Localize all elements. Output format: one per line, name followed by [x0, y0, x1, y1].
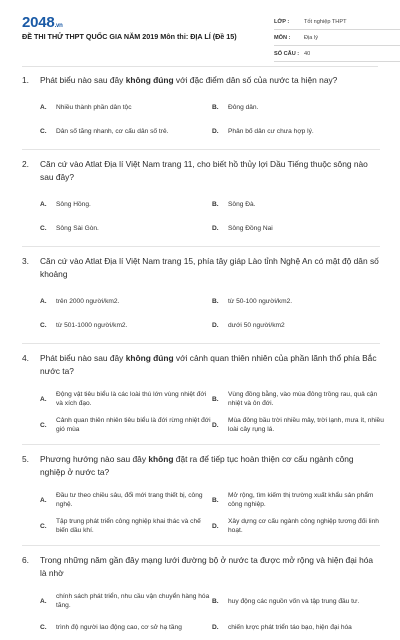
option-text: trình độ người lao động cao, cơ sở hạ tầng: [56, 623, 182, 631]
option-letter: A.: [40, 200, 47, 208]
question-divider: [22, 246, 380, 247]
option-text: huy động các nguồn vốn và tập trung đầu tư.: [228, 597, 360, 605]
question-stem: [22, 453, 380, 479]
option-letter: D.: [212, 321, 219, 329]
question-stem: [22, 255, 380, 281]
site-logo[interactable]: [22, 14, 63, 31]
question-divider: [22, 343, 380, 344]
option-text: Mở rộng, tìm kiếm thị trường xuất khẩu sản phẩm công nghiệp.: [228, 492, 374, 508]
question-4: [22, 352, 384, 445]
option-text: Động vật tiêu biểu là các loài thú lớn vùng nhiệt đới và xích đạo.: [56, 391, 207, 407]
option-text: Mùa đông bầu trời nhiều mây, trời lạnh, mưa ít, nhiều loài cây rụng lá.: [228, 417, 384, 433]
option-text: Vùng đồng bằng, vào mùa đông trồng rau, quả cận nhiệt và ôn đới.: [228, 391, 378, 407]
question-stem: [22, 352, 380, 378]
question-stem: [22, 74, 380, 87]
answer-option-b[interactable]: [212, 289, 384, 313]
answer-option-d[interactable]: [212, 412, 384, 438]
option-text: Xây dựng cơ cấu ngành công nghiệp tương đối linh hoạt.: [228, 518, 379, 534]
option-letter: B.: [212, 597, 219, 605]
question-1: [22, 74, 380, 150]
option-letter: A.: [40, 496, 47, 504]
exam-header: [22, 0, 378, 62]
question-number: 5.: [22, 454, 29, 464]
answer-options: [22, 192, 380, 240]
option-letter: A.: [40, 597, 47, 605]
option-letter: D.: [212, 623, 219, 631]
option-letter: B.: [212, 496, 219, 504]
meta-value: Tốt nghiệp THPT: [304, 18, 347, 25]
answer-option-a[interactable]: [40, 487, 212, 513]
option-text: từ 50-100 người/km2.: [228, 297, 293, 305]
question-text-emphasis: không đúng: [125, 353, 174, 363]
question-divider: [22, 149, 380, 150]
option-letter: D.: [212, 522, 219, 530]
answer-option-c[interactable]: [40, 513, 212, 539]
answer-options: [22, 289, 380, 337]
answer-option-a[interactable]: [40, 289, 212, 313]
meta-value: Địa lý: [304, 34, 318, 41]
question-stem: [22, 554, 380, 580]
answer-options: [22, 386, 384, 438]
answer-option-a[interactable]: [40, 192, 212, 216]
answer-option-b[interactable]: [212, 588, 384, 614]
answer-option-c[interactable]: [40, 313, 212, 337]
option-letter: B.: [212, 297, 219, 305]
meta-key: SỐ CÂU :: [274, 50, 300, 57]
option-letter: C.: [40, 522, 47, 530]
answer-option-d[interactable]: [212, 216, 384, 240]
option-text: Tập trung phát triển công nghiệp khai thác và chế biến dầu khí.: [56, 518, 201, 534]
answer-option-b[interactable]: [212, 192, 384, 216]
question-list: [22, 74, 384, 640]
option-letter: A.: [40, 297, 47, 305]
option-letter: B.: [212, 200, 219, 208]
option-letter: C.: [40, 321, 47, 329]
question-number: 1.: [22, 75, 29, 85]
question-text-post: với đặc điểm dân số của nước ta hiện nay?: [173, 75, 338, 85]
option-text: Cảnh quan thiên nhiên tiêu biểu là đới rừng nhiệt đới gió mùa: [56, 417, 211, 433]
question-divider: [22, 545, 380, 546]
option-text: Đầu tư theo chiều sâu, đổi mới trang thiết bị, công nghệ.: [56, 492, 203, 508]
question-text-emphasis: không đúng: [125, 75, 174, 85]
question-text: [40, 554, 380, 580]
question-number: 2.: [22, 159, 29, 169]
option-text: Sông Sài Gòn.: [56, 224, 99, 232]
option-letter: D.: [212, 127, 219, 135]
option-letter: A.: [40, 395, 47, 403]
question-text-emphasis: không: [148, 454, 174, 464]
meta-key: MÔN :: [274, 34, 291, 41]
option-text: Đông dân.: [228, 103, 259, 111]
answer-option-c[interactable]: [40, 119, 212, 143]
answer-option-c[interactable]: [40, 614, 212, 640]
header-divider: [22, 66, 378, 67]
answer-options: [22, 487, 380, 539]
answer-options: [22, 95, 380, 143]
question-divider: [22, 444, 380, 445]
question-text: [40, 453, 380, 479]
option-text: Sông Hồng.: [56, 200, 91, 208]
question-number: 4.: [22, 353, 29, 363]
question-text: [40, 158, 380, 184]
exam-title: ĐỀ THI THỬ THPT QUỐC GIA NĂM 2019 Môn thi: ĐỊA LÍ (Đề 15): [22, 32, 237, 41]
answer-option-d[interactable]: [212, 313, 384, 337]
question-text-pre: Phương hướng nào sau đây: [40, 454, 149, 464]
logo-brand: 2048: [22, 14, 55, 31]
answer-option-a[interactable]: [40, 588, 212, 614]
option-letter: C.: [40, 623, 47, 631]
option-text: dưới 50 người/km2: [228, 321, 285, 329]
question-text: [40, 255, 380, 281]
option-text: Sông Đà.: [228, 200, 256, 208]
option-text: Phân bố dân cư chưa hợp lý.: [228, 127, 314, 135]
question-3: [22, 255, 380, 344]
meta-row-subject: [274, 30, 400, 46]
answer-option-a[interactable]: [40, 386, 212, 412]
question-text-pre: Căn cứ vào Atlat Địa lí Việt Nam trang 15, phía tây giáp Lào tỉnh Nghệ An có mật độ dân số khoảng: [40, 256, 379, 279]
question-text-pre: Phát biểu nào sau đây: [40, 353, 126, 363]
option-letter: C.: [40, 421, 47, 429]
question-5: [22, 453, 380, 546]
option-text: Nhiều thành phần dân tộc: [56, 103, 132, 111]
option-text: Dân số tăng nhanh, cơ cấu dân số trẻ.: [56, 127, 169, 135]
option-text: chiến lược phát triển táo bạo, hiện đại hóa: [228, 623, 352, 631]
answer-option-c[interactable]: [40, 216, 212, 240]
answer-option-d[interactable]: [212, 119, 384, 143]
question-text-post: đặt ra để tiếp tục hoàn thiện cơ cấu ngành công nghiệp ở nước ta?: [40, 454, 354, 477]
option-letter: D.: [212, 224, 219, 232]
meta-row-count: [274, 46, 400, 62]
answer-option-d[interactable]: [212, 614, 384, 640]
question-2: [22, 158, 380, 247]
answer-option-d[interactable]: [212, 513, 384, 539]
option-text: từ 501-1000 người/km2.: [56, 321, 128, 329]
option-letter: B.: [212, 103, 219, 111]
question-number: 6.: [22, 555, 29, 565]
meta-row-class: [274, 14, 400, 30]
question-text-pre: Phát biểu nào sau đây: [40, 75, 126, 85]
question-text: [40, 352, 380, 378]
question-text: [40, 74, 337, 87]
option-letter: C.: [40, 224, 47, 232]
answer-option-b[interactable]: [212, 95, 384, 119]
question-6: [22, 554, 380, 640]
option-letter: C.: [40, 127, 47, 135]
option-text: trên 2000 người/km2.: [56, 297, 120, 305]
exam-meta: [274, 14, 400, 62]
answer-option-b[interactable]: [212, 386, 384, 412]
option-letter: A.: [40, 103, 47, 111]
logo-tld: .vn: [54, 23, 63, 29]
question-text-post: với cảnh quan thiên nhiên của phần lãnh thổ phía Bắc nước ta?: [40, 353, 377, 376]
option-text: chính sách phát triển, nhu cầu vận chuyển hàng hóa tăng.: [56, 593, 210, 609]
question-text-pre: Trong những năm gần đây mạng lưới đường bộ ở nước ta được mở rộng và hiện đại hóa là nhờ: [40, 555, 374, 578]
option-letter: D.: [212, 421, 219, 429]
answer-option-a[interactable]: [40, 95, 212, 119]
option-letter: B.: [212, 395, 219, 403]
answer-option-c[interactable]: [40, 412, 212, 438]
meta-key: LỚP :: [274, 18, 290, 25]
question-number: 3.: [22, 256, 29, 266]
option-text: Sông Đồng Nai: [228, 224, 273, 232]
meta-value: 40: [304, 50, 311, 57]
answer-option-b[interactable]: [212, 487, 384, 513]
answer-options: [22, 588, 380, 640]
question-stem: [22, 158, 380, 184]
question-text-pre: Căn cứ vào Atlat Địa lí Việt Nam trang 11, cho biết hồ thủy lợi Dầu Tiếng thuộc sông nào sau đây?: [40, 159, 368, 182]
